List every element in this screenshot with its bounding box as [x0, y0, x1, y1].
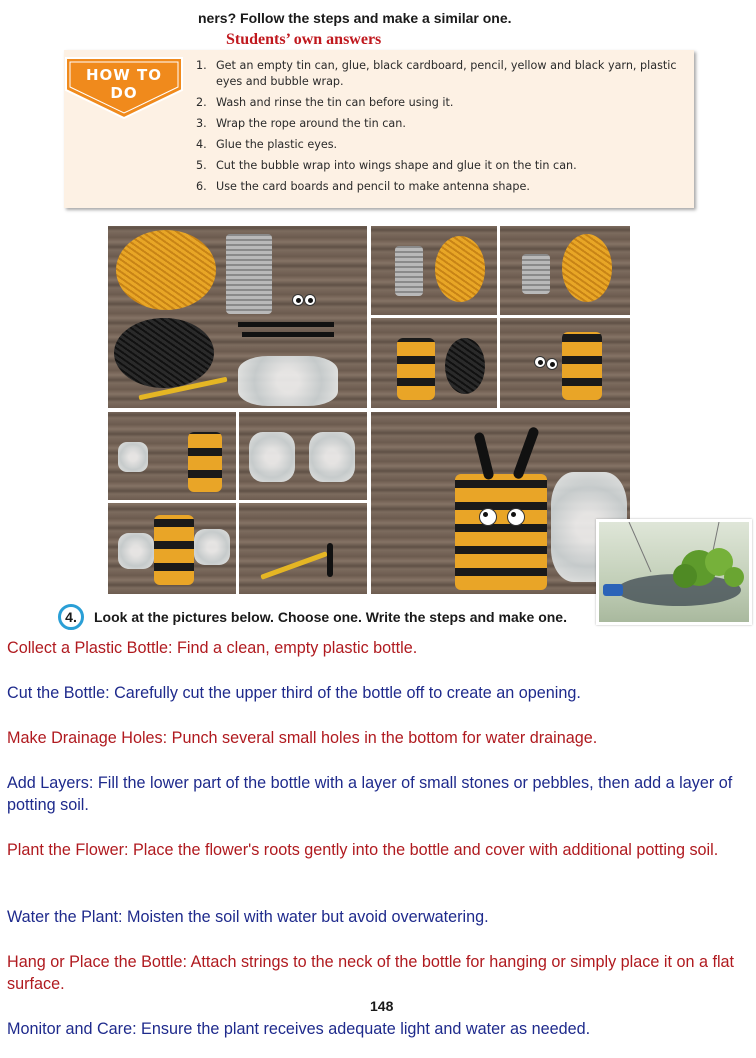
answer-step: Make Drainage Holes: Punch several small holes in the bottom for water drainage.: [7, 729, 598, 747]
materials-photo: [108, 226, 367, 408]
exercise-heading: [198, 10, 512, 26]
step-item: 3. Wrap the rope around the tin can.: [196, 117, 406, 130]
answer-step: Water the Plant: Moisten the soil with water but avoid overwatering.: [7, 908, 489, 926]
step-photo: [500, 318, 630, 408]
question-4-text: Look at the pictures below. Choose one. Write the steps and make one.: [94, 609, 567, 625]
exercise-heading-text: ners? Follow the steps and make a similar one.: [198, 10, 512, 26]
step-photo: [108, 412, 236, 500]
answer-step: Add Layers: Fill the lower part of the bottle with a layer of small stones or pebbles, then add a layer of potting soil.: [7, 774, 733, 814]
step-photo: [500, 226, 630, 315]
how-to-do-badge: [64, 56, 184, 122]
students-own-answers-note: Students’ own answers: [226, 31, 382, 48]
step-item: 2. Wash and rinse the tin can before using it.: [196, 96, 454, 109]
page-number: 148: [370, 998, 394, 1014]
question-4: [58, 603, 567, 631]
step-item: 5. Cut the bubble wrap into wings shape and glue it on the tin can.: [196, 159, 577, 172]
bee-craft-photo-collage: [108, 226, 630, 594]
finished-bee-photo: [371, 412, 630, 594]
answer-step: Hang or Place the Bottle: Attach strings to the neck of the bottle for hanging or simply place it on a flat surface.: [7, 953, 735, 993]
bottle-planter-photo: [596, 519, 752, 625]
answer-step: Cut the Bottle: Carefully cut the upper third of the bottle off to create an opening.: [7, 684, 581, 702]
how-to-do-box: [64, 50, 694, 208]
step-photo: [108, 503, 236, 594]
step-photo: [371, 318, 497, 408]
step-photo: [239, 412, 367, 500]
how-to-do-label: HOW TO DO: [85, 66, 163, 102]
step-item: 4. Glue the plastic eyes.: [196, 138, 338, 151]
answer-step: Collect a Plastic Bottle: Find a clean, empty plastic bottle.: [7, 639, 418, 657]
step-item: 6. Use the card boards and pencil to make antenna shape.: [196, 180, 530, 193]
answer-step: Monitor and Care: Ensure the plant receives adequate light and water as needed.: [7, 1020, 591, 1038]
how-to-do-steps: [196, 58, 686, 200]
step-photo: [371, 226, 497, 315]
question-number-badge: 4.: [58, 604, 84, 630]
step-item: 1. Get an empty tin can, glue, black cardboard, pencil, yellow and black yarn, plastic eyes and bubble wrap.: [196, 59, 677, 88]
bottle-planter-icon: [599, 522, 749, 622]
answer-step: Plant the Flower: Place the flower's roots gently into the bottle and cover with additional potting soil.: [7, 841, 719, 859]
step-photo: [239, 503, 367, 594]
